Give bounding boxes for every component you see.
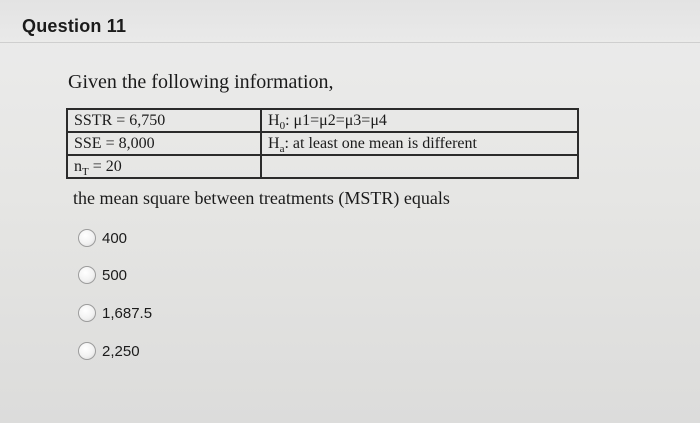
info-table	[66, 108, 579, 179]
nt-cell	[67, 155, 261, 178]
radio-button[interactable]	[78, 342, 96, 360]
h0-statement: : μ1=μ2=μ3=μ4	[285, 111, 387, 129]
h0-cell	[261, 109, 578, 132]
nt-symbol: n	[74, 157, 82, 175]
table-row	[67, 109, 578, 132]
radio-button[interactable]	[78, 229, 96, 247]
option-label: 2,250	[102, 342, 140, 360]
question-title: Question 11	[22, 16, 127, 36]
h0-symbol: H	[268, 111, 280, 129]
answer-option-2[interactable]	[78, 266, 127, 284]
h0-subscript: 0	[279, 119, 286, 132]
table-row	[67, 132, 578, 155]
ha-symbol: H	[268, 134, 280, 152]
option-label: 1,687.5	[102, 304, 153, 322]
radio-button[interactable]	[78, 266, 96, 284]
table-row	[67, 155, 578, 178]
option-label: 500	[102, 266, 128, 284]
ha-statement: : at least one mean is different	[284, 134, 477, 152]
radio-button[interactable]	[78, 304, 96, 322]
answer-option-1[interactable]	[78, 229, 127, 247]
sstr-cell: SSTR = 6,750	[67, 109, 261, 132]
question-text: the mean square between treatments (MSTR) equals	[73, 188, 450, 208]
question-prompt: Given the following information,	[68, 71, 334, 93]
ha-cell	[261, 132, 578, 155]
empty-cell	[261, 155, 578, 178]
answer-option-4[interactable]	[78, 342, 140, 360]
ha-subscript: a	[279, 142, 285, 155]
header-divider	[0, 42, 700, 43]
option-label: 400	[102, 229, 128, 247]
sse-cell: SSE = 8,000	[67, 132, 261, 155]
nt-subscript: T	[82, 165, 89, 178]
answer-option-3[interactable]	[78, 304, 152, 322]
nt-value: = 20	[88, 157, 122, 175]
